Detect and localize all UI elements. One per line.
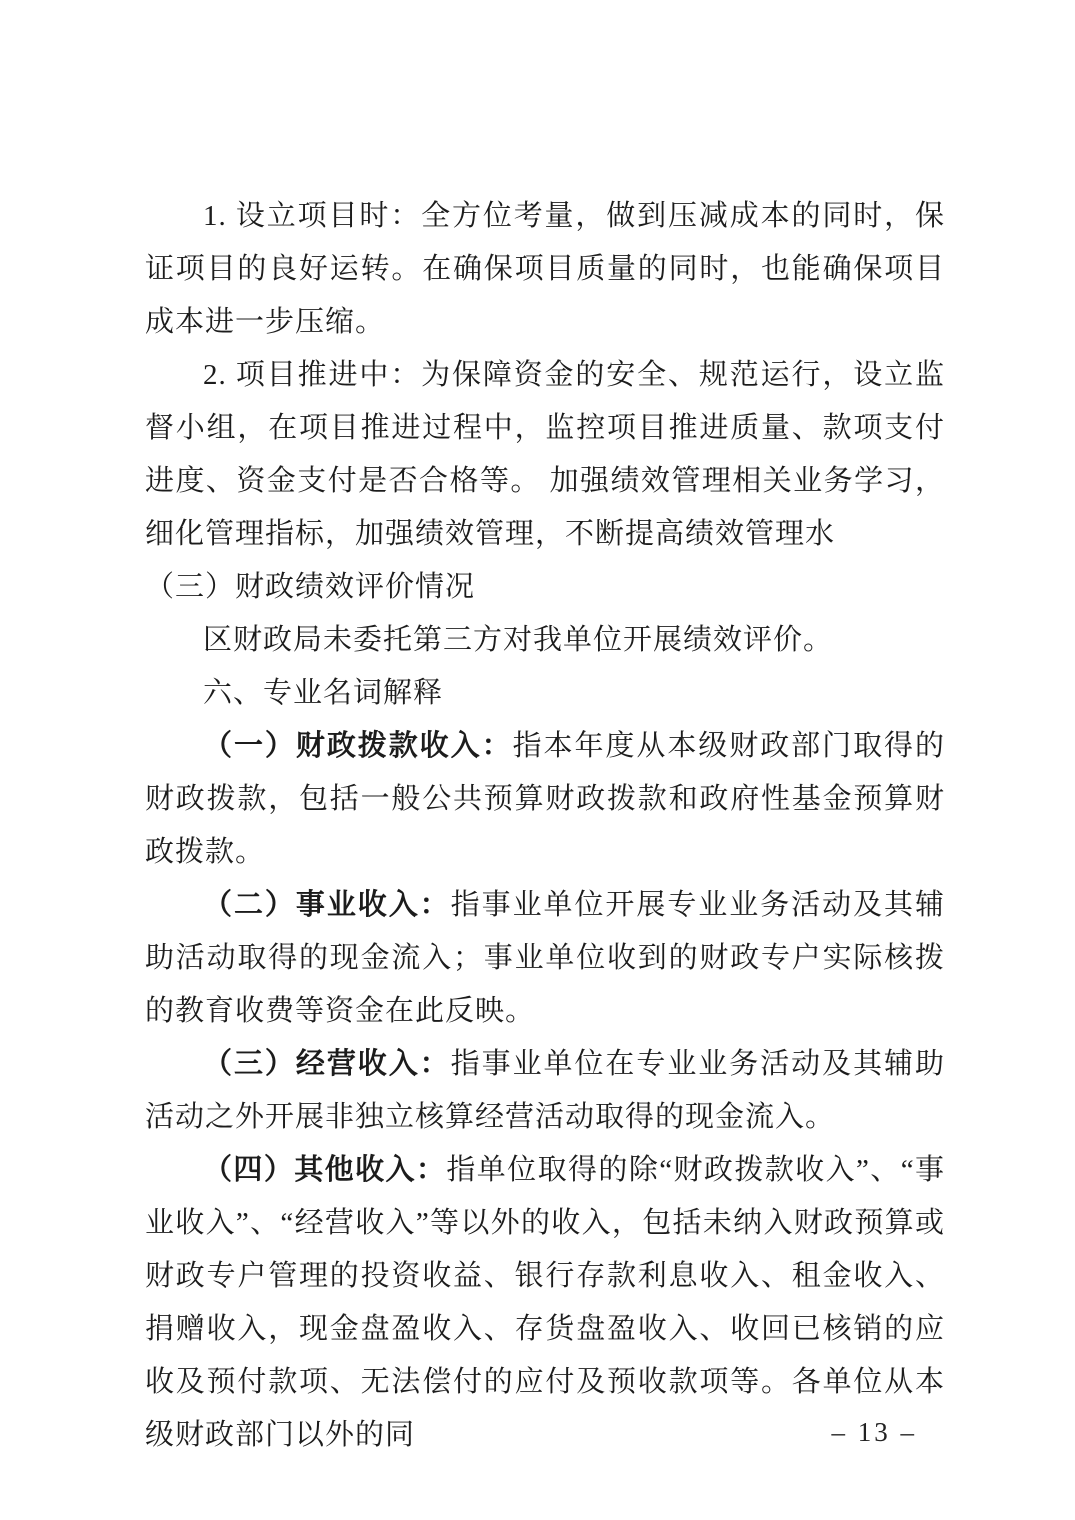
definition-text-other-income: 指单位取得的除“财政拨款收入”、“事业收入”、“经营收入”等以外的收入，包括未纳入财政预算或财政专户管理的投资收益、银行存款利息收入、租金收入、捐赠收入，现金盘盈收入、存货盘盈收入、收回已核销的应收及预付款项、无法偿付的应付及预收款项等。各单位从本级财政部门以外的同 xyxy=(145,1154,945,1451)
heading-fiscal-performance-evaluation: （三）财政绩效评价情况 xyxy=(145,571,476,603)
definition-term-business-income: （三）经营收入： xyxy=(203,1048,451,1080)
paragraph-project-progress: 2. 项目推进中：为保障资金的安全、规范运行，设立监督小组，在项目推进过程中，监控项目推进质量、款项支付进度、资金支付是否合格等。 加强绩效管理相关业务学习，细化管理指标，加强绩效管理，不断提高绩效管理水 xyxy=(145,359,945,550)
page-number: – 13 – xyxy=(831,1417,917,1447)
definition-term-operating-income-public: （二）事业收入： xyxy=(203,889,451,921)
definition-operating-income-public xyxy=(145,879,945,1038)
definition-fiscal-appropriation-income xyxy=(145,720,945,879)
definition-other-income xyxy=(145,1144,945,1462)
definition-term-fiscal-appropriation-income: （一）财政拨款收入： xyxy=(203,730,513,762)
definition-term-other-income: （四）其他收入： xyxy=(203,1154,447,1186)
definition-business-income xyxy=(145,1038,945,1144)
paragraph-project-setup: 1. 设立项目时：全方位考量，做到压减成本的同时，保证项目的良好运转。在确保项目质量的同时，也能确保项目成本进一步压缩。 xyxy=(145,200,945,338)
paragraph-performance-evaluation-status: 区财政局未委托第三方对我单位开展绩效评价。 xyxy=(203,624,834,656)
heading-terminology: 六、专业名词解释 xyxy=(203,677,444,709)
definition-text-fiscal-appropriation-income: 指本年度从本级财政部门取得的财政拨款，包括一般公共预算财政拨款和政府性基金预算财政拨款。 xyxy=(145,730,945,868)
page-content xyxy=(145,190,945,1462)
definition-text-operating-income-public: 指事业单位开展专业业务活动及其辅助活动取得的现金流入；事业单位收到的财政专户实际核拨的教育收费等资金在此反映。 xyxy=(145,889,945,1027)
definition-text-business-income: 指事业单位在专业业务活动及其辅助活动之外开展非独立核算经营活动取得的现金流入。 xyxy=(145,1048,945,1133)
